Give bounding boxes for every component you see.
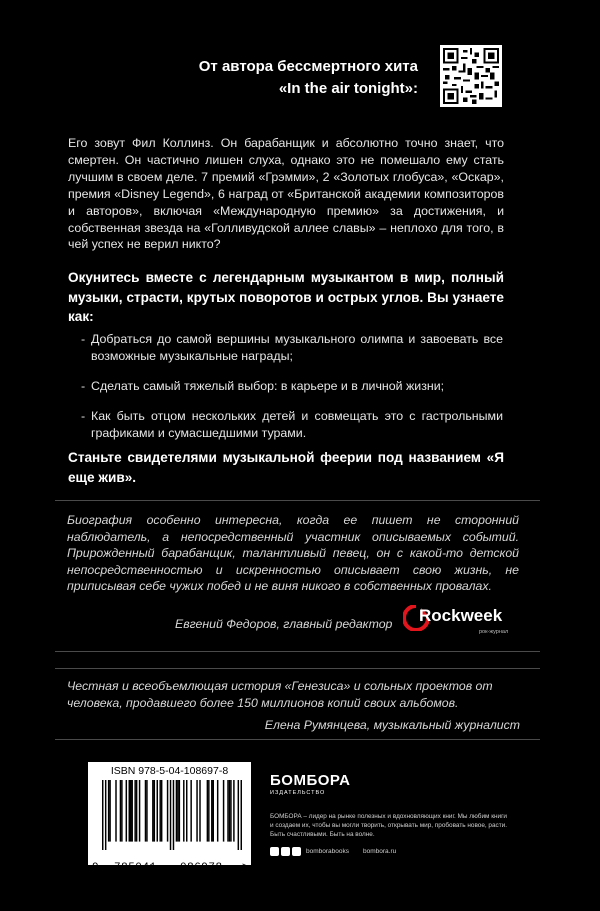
barcode-bar — [223, 780, 224, 842]
barcode-arrow: > — [241, 862, 249, 874]
barcode-bar — [196, 780, 197, 842]
list-item — [81, 331, 503, 365]
barcode-bar — [233, 780, 234, 842]
vk-icon[interactable] — [292, 847, 301, 856]
qr-code[interactable] — [440, 45, 502, 107]
barcode-bar — [152, 780, 153, 842]
publisher-logo: БОМБОРА — [270, 772, 351, 789]
isbn-barcode — [88, 762, 251, 874]
barcode-digit-first: 9 — [92, 862, 100, 874]
quote-text: Честная и всеобъемлющая история «Генезиса» и сольных проектов от человека, продавшего более 150 миллионов копий своих альбомов. — [67, 679, 493, 710]
list-item-text: Сделать самый тяжелый выбор: в карьере и в личной жизни; — [91, 379, 445, 393]
barcode-bar — [186, 780, 187, 842]
rockweek-tagline: рок-журнал — [479, 629, 509, 635]
barcode-bar — [183, 780, 184, 842]
barcode-bar — [241, 780, 242, 850]
tagline-line1: От автора бессмертного хита — [198, 58, 418, 75]
instagram-icon[interactable] — [281, 847, 290, 856]
barcode-bar — [134, 780, 135, 842]
barcode-bar — [167, 780, 168, 842]
barcode-bar — [121, 780, 122, 842]
barcode-bar — [129, 780, 130, 842]
list-item-text: Добраться до самой вершины музыкального олимпа и завоевать все возможные музыкальные награды; — [91, 332, 503, 363]
rockweek-logo — [403, 604, 519, 640]
barcode-bar — [176, 780, 177, 842]
website-link[interactable]: bombora.ru — [363, 848, 397, 855]
cta-paragraph: Станьте свидетелями музыкальной феерии под названием «Я еще жив». — [68, 450, 504, 485]
bullet-dash: - — [81, 409, 86, 423]
barcode-bar — [161, 780, 162, 842]
list-item — [81, 408, 503, 442]
intro-paragraph: Его зовут Фил Коллинз. Он барабанщик и абсолютно точно знает, что смертен. Он частично лишен слуха, однако это не помешало ему стать лучшим в своем деле. 7 премий «Грэмми», 2 «Золотых глобуса», «Оскар», премия «Disney Legend», 6 наград от «Британской академии композиторов и авторов», включая «Международную премию» за достижения, и собственная звезда на «Голливудской аллее славы» – неплохо для того, в чей успех не верил никто? — [68, 136, 504, 252]
barcode-bar — [190, 780, 191, 842]
barcode-bar — [238, 780, 239, 850]
barcode-bar — [229, 780, 230, 842]
barcode-bar — [131, 780, 132, 842]
barcode-bar — [115, 780, 116, 842]
barcode-digits-left: 785041 — [114, 862, 157, 874]
isbn-number: ISBN 978-5-04-108697-8 — [110, 765, 229, 777]
barcode-bar — [154, 780, 155, 842]
quote-author: Елена Румянцева, музыкальный журналист — [264, 718, 520, 732]
barcode-bar — [146, 780, 147, 842]
barcode-bar — [177, 780, 178, 842]
barcode-bar — [136, 780, 137, 842]
review-quote-1 — [55, 500, 540, 652]
barcode-bar — [109, 780, 110, 842]
publisher-block — [270, 773, 510, 856]
quote-text: Биография особенно интересна, когда ее пишет не сторонний наблюдатель, а непосредственный участник описываемых событий. Прирожденный барабанщик, талантливый певец, он с какой-то детской непосредственностью и искренностью описывает свою жизнь, не приписывая себе чужих побед и не виня никого в собственных провалах. — [67, 513, 519, 594]
barcode-bar — [108, 780, 109, 842]
barcode-bar — [173, 780, 174, 850]
barcode-bar — [208, 780, 209, 842]
publisher-links — [270, 847, 510, 856]
bullet-list — [81, 331, 503, 455]
barcode-bar — [157, 780, 158, 842]
barcode-bar — [159, 780, 160, 842]
barcode-bar — [126, 780, 127, 842]
barcode-bar — [211, 780, 212, 842]
barcode-bar — [179, 780, 180, 842]
barcode-digits-right: 086978 — [180, 862, 223, 874]
publisher-subtitle: ИЗДАТЕЛЬСТВО — [270, 790, 326, 796]
qr-code-icon — [443, 48, 499, 104]
facebook-icon[interactable] — [270, 847, 279, 856]
lead-paragraph: Окунитесь вместе с легендарным музыкантом в мир, полный музыки, страсти, крутых поворотов и острых углов. Вы узнаете как: — [68, 270, 504, 325]
barcode-bar — [102, 780, 103, 850]
quote-author: Евгений Федоров, главный редактор — [175, 617, 393, 631]
bullet-dash: - — [81, 379, 86, 393]
publisher-description: БОМБОРА – лидер на рынке полезных и вдохновляющих книг. Мы любим книги и создаем их, чтобы вы могли творить, открывать мир, пробовать новое, расти. Быть счастливыми. Быть на волне. — [270, 813, 508, 838]
barcode-bar — [230, 780, 231, 842]
list-item — [81, 378, 503, 395]
tagline — [150, 56, 418, 100]
review-quote-2 — [55, 668, 540, 740]
barcode-bar — [120, 780, 121, 842]
barcode-bar — [199, 780, 200, 842]
barcode-bar — [105, 780, 106, 850]
barcode-bar — [207, 780, 208, 842]
social-handle[interactable]: bomborabooks — [306, 848, 349, 855]
barcode-icon — [102, 780, 242, 850]
list-item-text: Как быть отцом нескольких детей и совмещать это с гастрольными графиками и сумасшедшими турами. — [91, 409, 503, 440]
barcode-bar — [213, 780, 214, 842]
barcode-bar — [227, 780, 228, 842]
tagline-line2: «In the air tonight»: — [278, 80, 418, 97]
rockweek-wordmark: Rockweek — [419, 606, 503, 625]
barcode-bar — [139, 780, 140, 842]
bullet-dash: - — [81, 332, 86, 346]
barcode-bar — [145, 780, 146, 842]
barcode-bar — [170, 780, 171, 850]
barcode-bar — [130, 780, 131, 842]
barcode-bar — [217, 780, 218, 842]
